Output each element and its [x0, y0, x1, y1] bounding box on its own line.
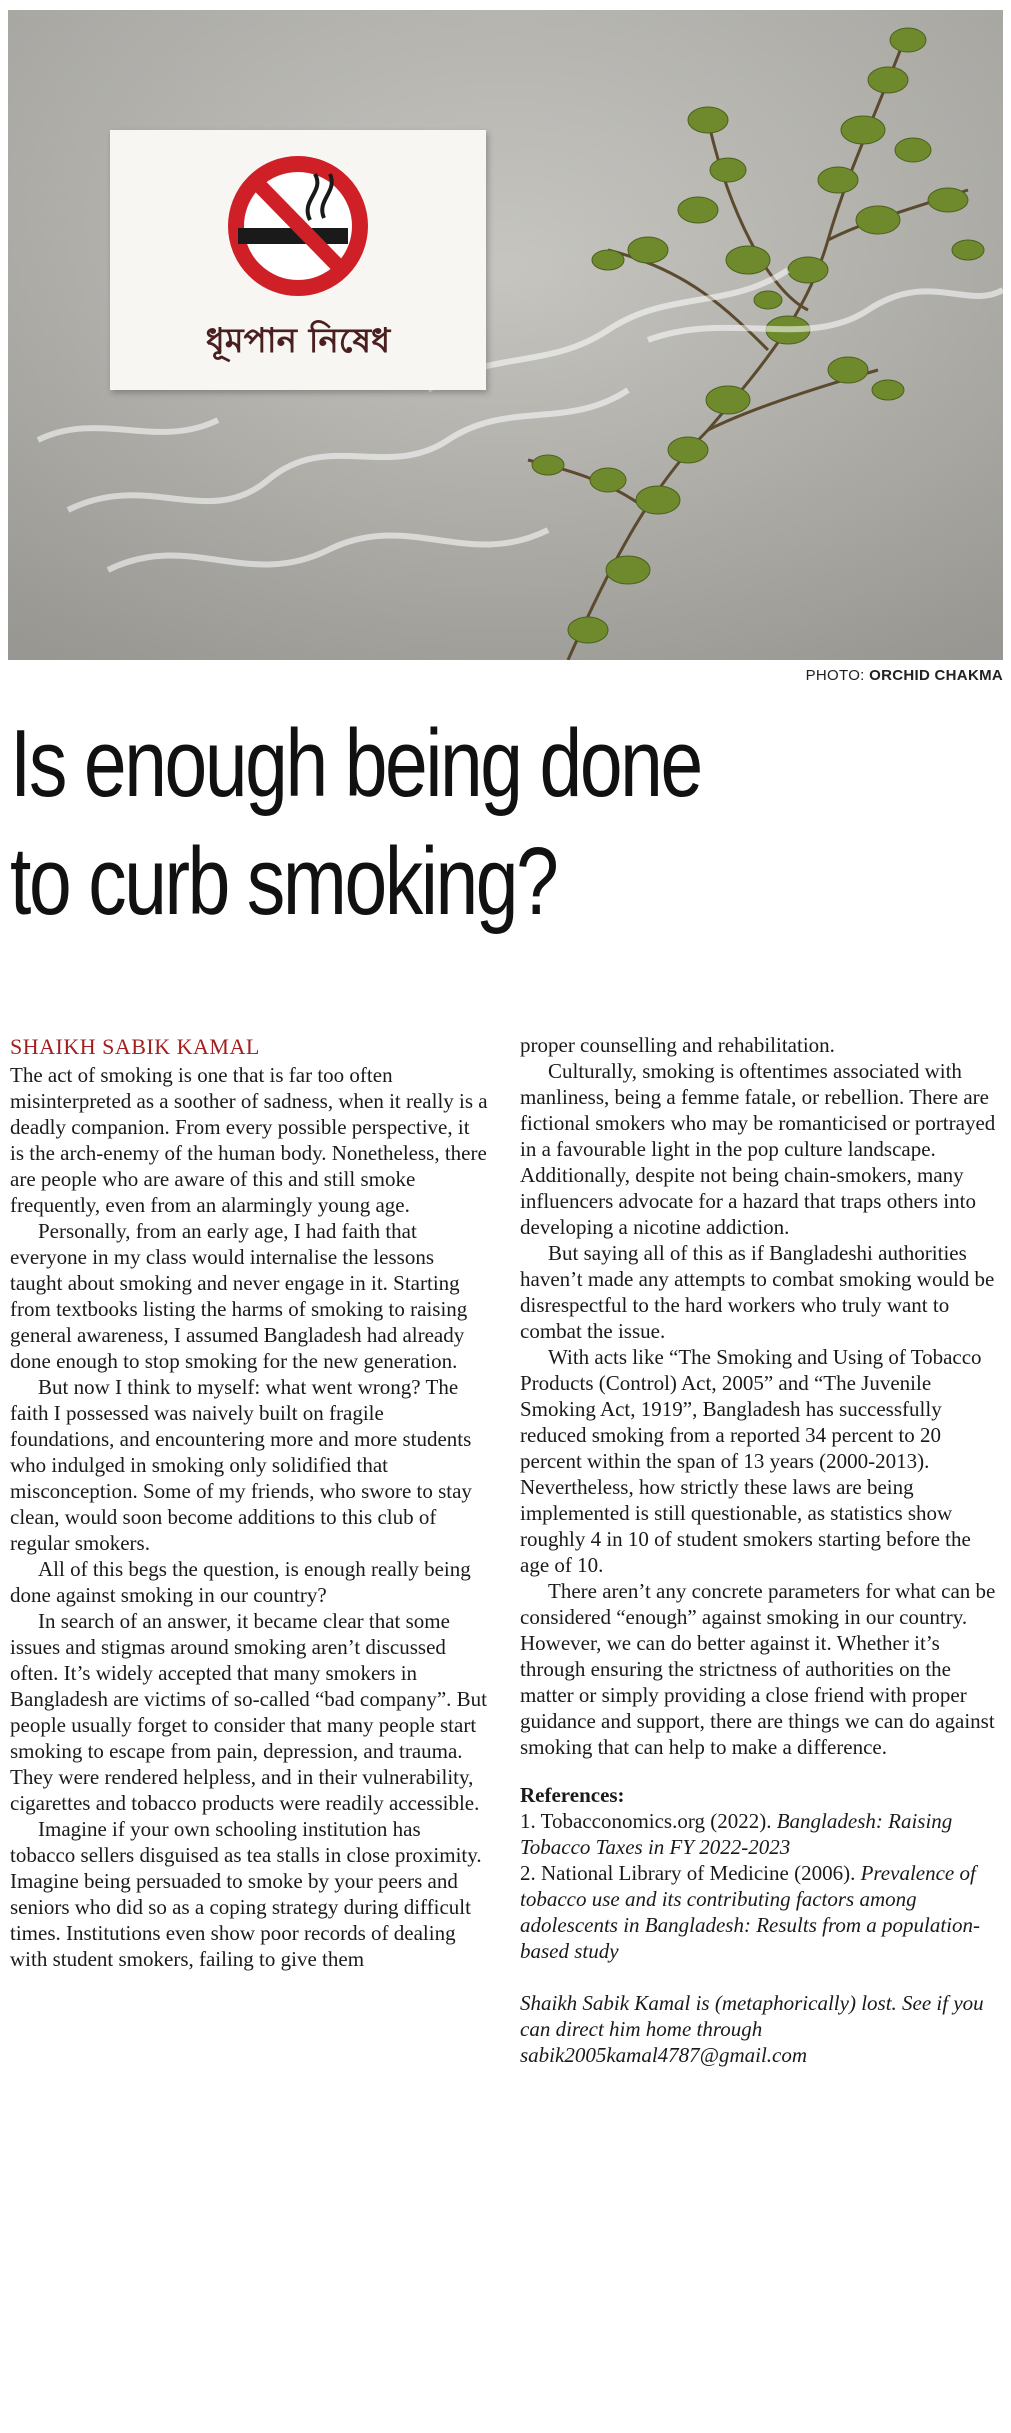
photo-credit-prefix: PHOTO: [805, 667, 870, 684]
byline: SHAIKH SABIK KAMAL [10, 1034, 260, 1059]
headline-line-1: Is enough being done [10, 710, 701, 817]
reference-source: 1. Tobacconomics.org (2022). [520, 1809, 777, 1833]
reference-title: Bangladesh: Raising Tobacco Taxes in FY 2022-2023 [520, 1809, 953, 1859]
paragraph: With acts like “The Smoking and Using of Tobacco Products (Control) Act, 2005” and “The Juvenile Smoking Act, 1919”, Bangladesh has successfully reduced smoking from a reported 34 percent to 20 percent within the span of 13 years (2000-2013). Nevertheless, how strictly these laws are being implemented is still questionable, as statistics show roughly 4 in 10 of student smokers starting before the age of 10. [520, 1345, 982, 1577]
reference-item [520, 1860, 1000, 1964]
headline [10, 705, 994, 941]
author-bio: Shaikh Sabik Kamal is (metaphorically) lost. See if you can direct him home through sabik2005kamal4787@gmail.com [520, 1991, 984, 2067]
article-column-right [520, 1032, 1000, 2068]
paragraph: But saying all of this as if Bangladeshi authorities haven’t made any attempts to combat smoking would be disrespectful to the hard workers who truly want to combat the issue. [520, 1241, 995, 1343]
paragraph: There aren’t any concrete parameters for what can be considered “enough” against smoking in our country. However, we can do better against it. Whether it’s through ensuring the strictness of authorities on the matter or simply providing a close friend with proper guidance and support, there are things we can do against smoking that can help to make a difference. [520, 1579, 996, 1759]
paragraph: But now I think to myself: what went wrong? The faith I possessed was naively built on fragile foundations, and encountering more and more students who indulged in smoking only solidified that misconception. Some of my friends, who swore to stay clean, would soon become additions to this club of regular smokers. [10, 1375, 472, 1555]
sign-text: ধূমপান নিষেধ [205, 321, 391, 361]
paragraph: All of this begs the question, is enough really being done against smoking in our country? [10, 1557, 471, 1607]
paragraph: The act of smoking is one that is far too often misinterpreted as a soother of sadness, when it really is a deadly companion. From every possible perspective, it is the arch-enemy of the human body. Nonetheless, there are people who are aware of this and still smoke frequently, even from an alarmingly young age. [10, 1063, 488, 1217]
photo-credit-name: ORCHID CHAKMA [869, 667, 1003, 684]
paragraph: Imagine if your own schooling institution has tobacco sellers disguised as tea stalls in close proximity. Imagine being persuaded to smoke by your peers and seniors who did so as a coping strategy during difficult times. Institutions even show poor records of dealing with student smokers, failing to give them [10, 1817, 482, 1971]
article-column-left [10, 1032, 488, 1972]
headline-line-2: to curb smoking? [10, 828, 557, 935]
paragraph: Personally, from an early age, I had faith that everyone in my class would internalise the lessons taught about smoking and never engage in it. Starting from textbooks listing the harms of smoking to raising general awareness, I assumed Bangladesh had already done enough to stop smoking for the new generation. [10, 1219, 468, 1373]
photo-credit [806, 667, 1003, 684]
no-smoking-sign [110, 130, 486, 390]
paragraph: proper counselling and rehabilitation. [520, 1033, 835, 1057]
references [520, 1782, 1000, 1964]
references-heading: References: [520, 1783, 625, 1807]
paragraph: Culturally, smoking is oftentimes associated with manliness, being a femme fatale, or rebellion. There are fictional smokers who may be romanticised or portrayed in a favourable light in the pop culture landscape. Additionally, despite not being chain-smokers, many influencers advocate for a hazard that traps others into developing a nicotine addiction. [520, 1059, 996, 1239]
paragraph: In search of an answer, it became clear that some issues and stigmas around smoking aren’t discussed often. It’s widely accepted that many smokers in Bangladesh are victims of so-called “bad company”. But people usually forget to consider that many people start smoking to escape from pain, depression, and trauma. They were rendered helpless, and in their vulnerability, cigarettes and tobacco products were readily accessible. [10, 1609, 488, 1815]
reference-title: Prevalence of tobacco use and its contributing factors among adolescents in Bangladesh: Results from a population-based study [520, 1861, 981, 1963]
reference-source: 2. National Library of Medicine (2006). [520, 1861, 861, 1885]
article-photo [8, 10, 1003, 660]
reference-item [520, 1808, 1000, 1860]
